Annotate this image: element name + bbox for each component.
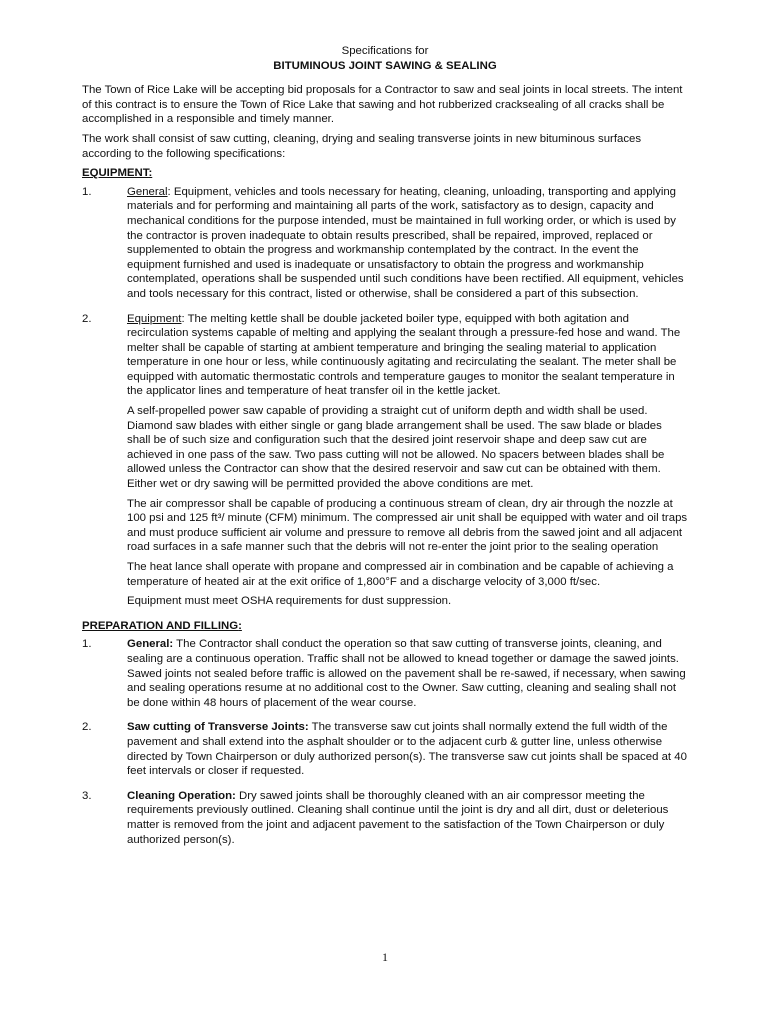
preparation-heading-text: PREPARATION AND FILLING xyxy=(82,619,239,632)
heat-lance-paragraph: The heat lance shall operate with propane and compressed air in combination and be capable of achieving a temperature of heated air at the exit orifice of 1,800°F and a discharge velocity of 3,000 ft/sec. xyxy=(127,561,674,588)
item-paragraph xyxy=(127,312,688,400)
saw-paragraph: A self-propelled power saw capable of providing a straight cut of uniform depth and width shall be used. Diamond saw blades with either single or gang blade arrangement shall be used. The saw blade or blades shall be of such size and configuration such that the desired joint reservoir shape and deep saw cut are achieved in one pass of the saw. Two pass cutting will not be allowed. No spacers between blades shall be allowed unless the Contractor can show that the desired reservoir and saw cut can be obtained with them. Either wet or dry sawing will be permitted provided the above conditions are met. xyxy=(127,405,665,491)
item-label: General xyxy=(127,185,168,198)
preparation-item-2 xyxy=(82,720,688,783)
item-text: The Contractor shall conduct the operation so that saw cutting of transverse joints, cleaning, and sealing are a continuous operation. Traffic shall not be allowed to knead together or damage the sawed joints. Sawed joints not sealed before traffic is allowed on the pavement shall be re-sawed, if necessary, when sawing and sealing operations resume at no additional cost to the Owner. Saw cutting, cleaning and sealing shall not be done within 48 hours of placement of the wear course. xyxy=(127,638,686,709)
page-number: 1 xyxy=(382,950,388,964)
preparation-heading-colon: : xyxy=(238,619,242,632)
intro-paragraph-1: The Town of Rice Lake will be accepting bid proposals for a Contractor to saw and seal joints in local streets. The intent of this contract is to ensure the Town of Rice Lake that sawing and hot rubberized cracksealing of all cracks shall be accomplished in a responsible and timely manner. xyxy=(82,84,683,126)
item-body xyxy=(127,185,688,307)
item-separator: : xyxy=(167,185,174,198)
preparation-item-3 xyxy=(82,789,688,852)
item-body xyxy=(127,720,688,783)
equipment-heading xyxy=(82,166,688,181)
item-number: 3. xyxy=(82,789,92,802)
item-body xyxy=(127,637,688,715)
preparation-item-1 xyxy=(82,637,688,715)
item-number: 1. xyxy=(82,185,92,198)
item-body xyxy=(127,312,688,614)
item-label: Equipment xyxy=(127,312,182,325)
item-label: Cleaning Operation: xyxy=(127,789,236,802)
item-number: 1. xyxy=(82,638,92,651)
item-label: General: xyxy=(127,638,174,651)
document-body xyxy=(82,44,688,857)
item-number: 2. xyxy=(82,312,92,325)
spec-title-line1: Specifications for xyxy=(341,45,429,57)
item-text: Equipment, vehicles and tools necessary for heating, cleaning, unloading, transporting and applying materials and for performing and maintaining all parts of the work, satisfactory as to design, capacity and mechanical conditions for the purpose intended, must be maintained in full working order, or which is used by the contractor is proven inadequate to obtain results prescribed, shall be repaired, improved, replaced or supplemented to obtain the progress and workmanship contemplated by the contract. In the event the equipment furnished and used is inadequate or unsatisfactory to obtain the progress and workmanship contemplated, operations shall be suspended until such conditions have been rectified. All equipment, vehicles and tools necessary for this contract, listed or otherwise, shall be considered a part of this subsection. xyxy=(127,185,684,300)
intro-paragraph-2: The work shall consist of saw cutting, cleaning, drying and sealing transverse joints in new bituminous surfaces according to the following specifications: xyxy=(82,132,642,160)
equipment-item-1 xyxy=(82,185,688,307)
item-text: The melting kettle shall be double jacketed boiler type, equipped with both agitation and recirculation systems capable of melting and applying the sealant through a pressure-fed hose and wand. The melter shall be capable of starting at ambient temperature and bringing the sealing material to application temperature in one hour or less, while continuously agitating and recirculating the sealant. The meter shall be equipped with automatic thermostatic controls and temperature gauges to monitor the sealant temperature in the applicator lines and temperature of heat transfer oil in the kettle jacket. xyxy=(127,312,681,398)
osha-paragraph: Equipment must meet OSHA requirements for dust suppression. xyxy=(127,595,452,608)
item-paragraph xyxy=(127,637,688,710)
spec-title-line2: BITUMINOUS JOINT SAWING & SEALING xyxy=(273,59,497,72)
item-separator: : xyxy=(181,312,188,325)
item-number: 2. xyxy=(82,721,92,734)
equipment-item-2 xyxy=(82,312,688,614)
equipment-heading-colon: : xyxy=(148,167,153,180)
item-label: Saw cutting of Transverse Joints: xyxy=(127,721,309,734)
item-body xyxy=(127,789,688,852)
item-paragraph xyxy=(127,720,688,778)
equipment-heading-text: EQUIPMENT xyxy=(82,167,149,180)
preparation-heading xyxy=(82,619,688,634)
item-paragraph xyxy=(127,789,688,847)
item-text: Dry sawed joints shall be thoroughly cleaned with an air compressor meeting the requirements previously outlined. Cleaning shall continue until the joint is dry and all dirt, dust or deleterious matter is removed from the joint and adjacent pavement to the satisfaction of the Town Chairperson or duly authorized person(s). xyxy=(127,789,669,846)
air-compressor-paragraph: The air compressor shall be capable of producing a continuous stream of clean, dry air through the nozzle at 100 psi and 125 ft³/ minute (CFM) minimum. The compressed air unit shall be equipped with water and oil traps and must produce sufficient air volume and pressure to remove all debris from the sawed joint and all adjacent road surfaces in a safe manner such that the debris will not re-enter the joint prior to the sealing operation xyxy=(127,497,688,554)
item-paragraph xyxy=(127,185,688,302)
item-text: The transverse saw cut joints shall normally extend the full width of the pavement and shall extend into the asphalt shoulder or to the adjacent curb & gutter line, unless otherwise directed by Town Chairperson or duly authorized person(s). The transverse saw cut joints shall be spaced at 40 feet intervals or closer if requested. xyxy=(127,721,687,778)
